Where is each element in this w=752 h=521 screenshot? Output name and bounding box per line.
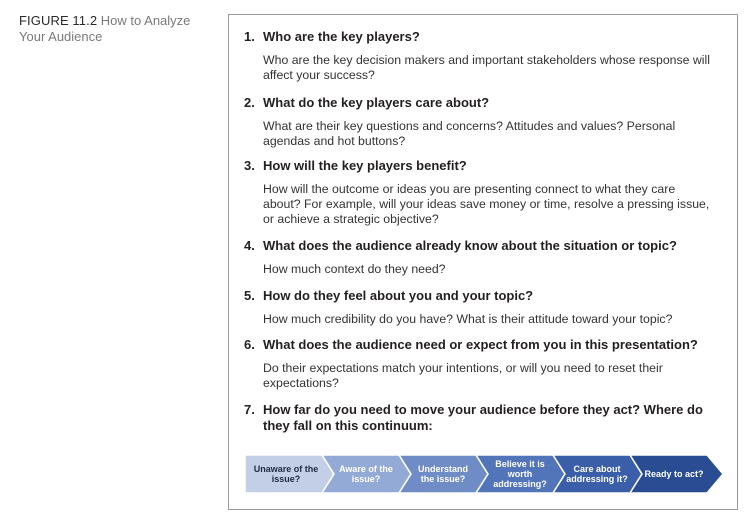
continuum-label: Care about addressing it? [566,464,628,484]
question-answer: How much credibility do you have? What is their attitude toward your topic? [263,312,673,326]
question-number: 1. [244,29,255,44]
question-item-7 [244,402,714,434]
question-item-6 [244,337,714,391]
question-answer: Who are the key decision makers and important stakeholders whose response will affect your success? [263,53,711,82]
continuum-label: Ready to act? [644,469,704,479]
question-text: What do the key players care about? [263,95,490,110]
question-text: What does the audience need or expect from you in this presentation? [263,337,698,352]
question-answer: Do their expectations match your intentions, or will you need to reset their expectations? [263,361,663,390]
question-answer: How will the outcome or ideas you are presenting connect to what they care about? For example, will your ideas save money or time, resolve a pressing issue, or achieve a strategic objective? [263,182,710,226]
question-text: How do they feel about you and your topic? [263,288,534,303]
question-answer: What are their key questions and concerns? Attitudes and values? Personal agendas and hot buttons? [263,119,676,148]
continuum-label: Understand the issue? [417,464,468,484]
question-number: 4. [244,238,255,253]
continuum-label: Unaware of the issue? [253,464,319,484]
continuum-label: Believe it is worth addressing? [493,459,547,489]
question-number: 3. [244,158,255,173]
question-number: 6. [244,337,255,352]
question-number: 7. [244,402,255,417]
audience-continuum [245,455,725,493]
question-item-1 [244,29,714,83]
question-text: How far do you need to move your audience before they act? Where do they fall on this continuum: [263,402,703,433]
figure-title: How to Analyze Your Audience [19,13,191,44]
question-item-2 [244,95,714,149]
continuum-label: Aware of the issue? [339,464,393,484]
question-number: 2. [244,95,255,110]
question-answer: How much context do they need? [263,262,446,276]
question-item-4 [244,238,714,277]
question-number: 5. [244,288,255,303]
question-item-5 [244,288,714,327]
question-item-3 [244,158,714,227]
question-text: Who are the key players? [263,29,420,44]
figure-caption [19,13,219,45]
question-text: What does the audience already know about the situation or topic? [263,238,677,253]
question-text: How will the key players benefit? [263,158,467,173]
figure-label: FIGURE 11.2 [19,13,98,28]
